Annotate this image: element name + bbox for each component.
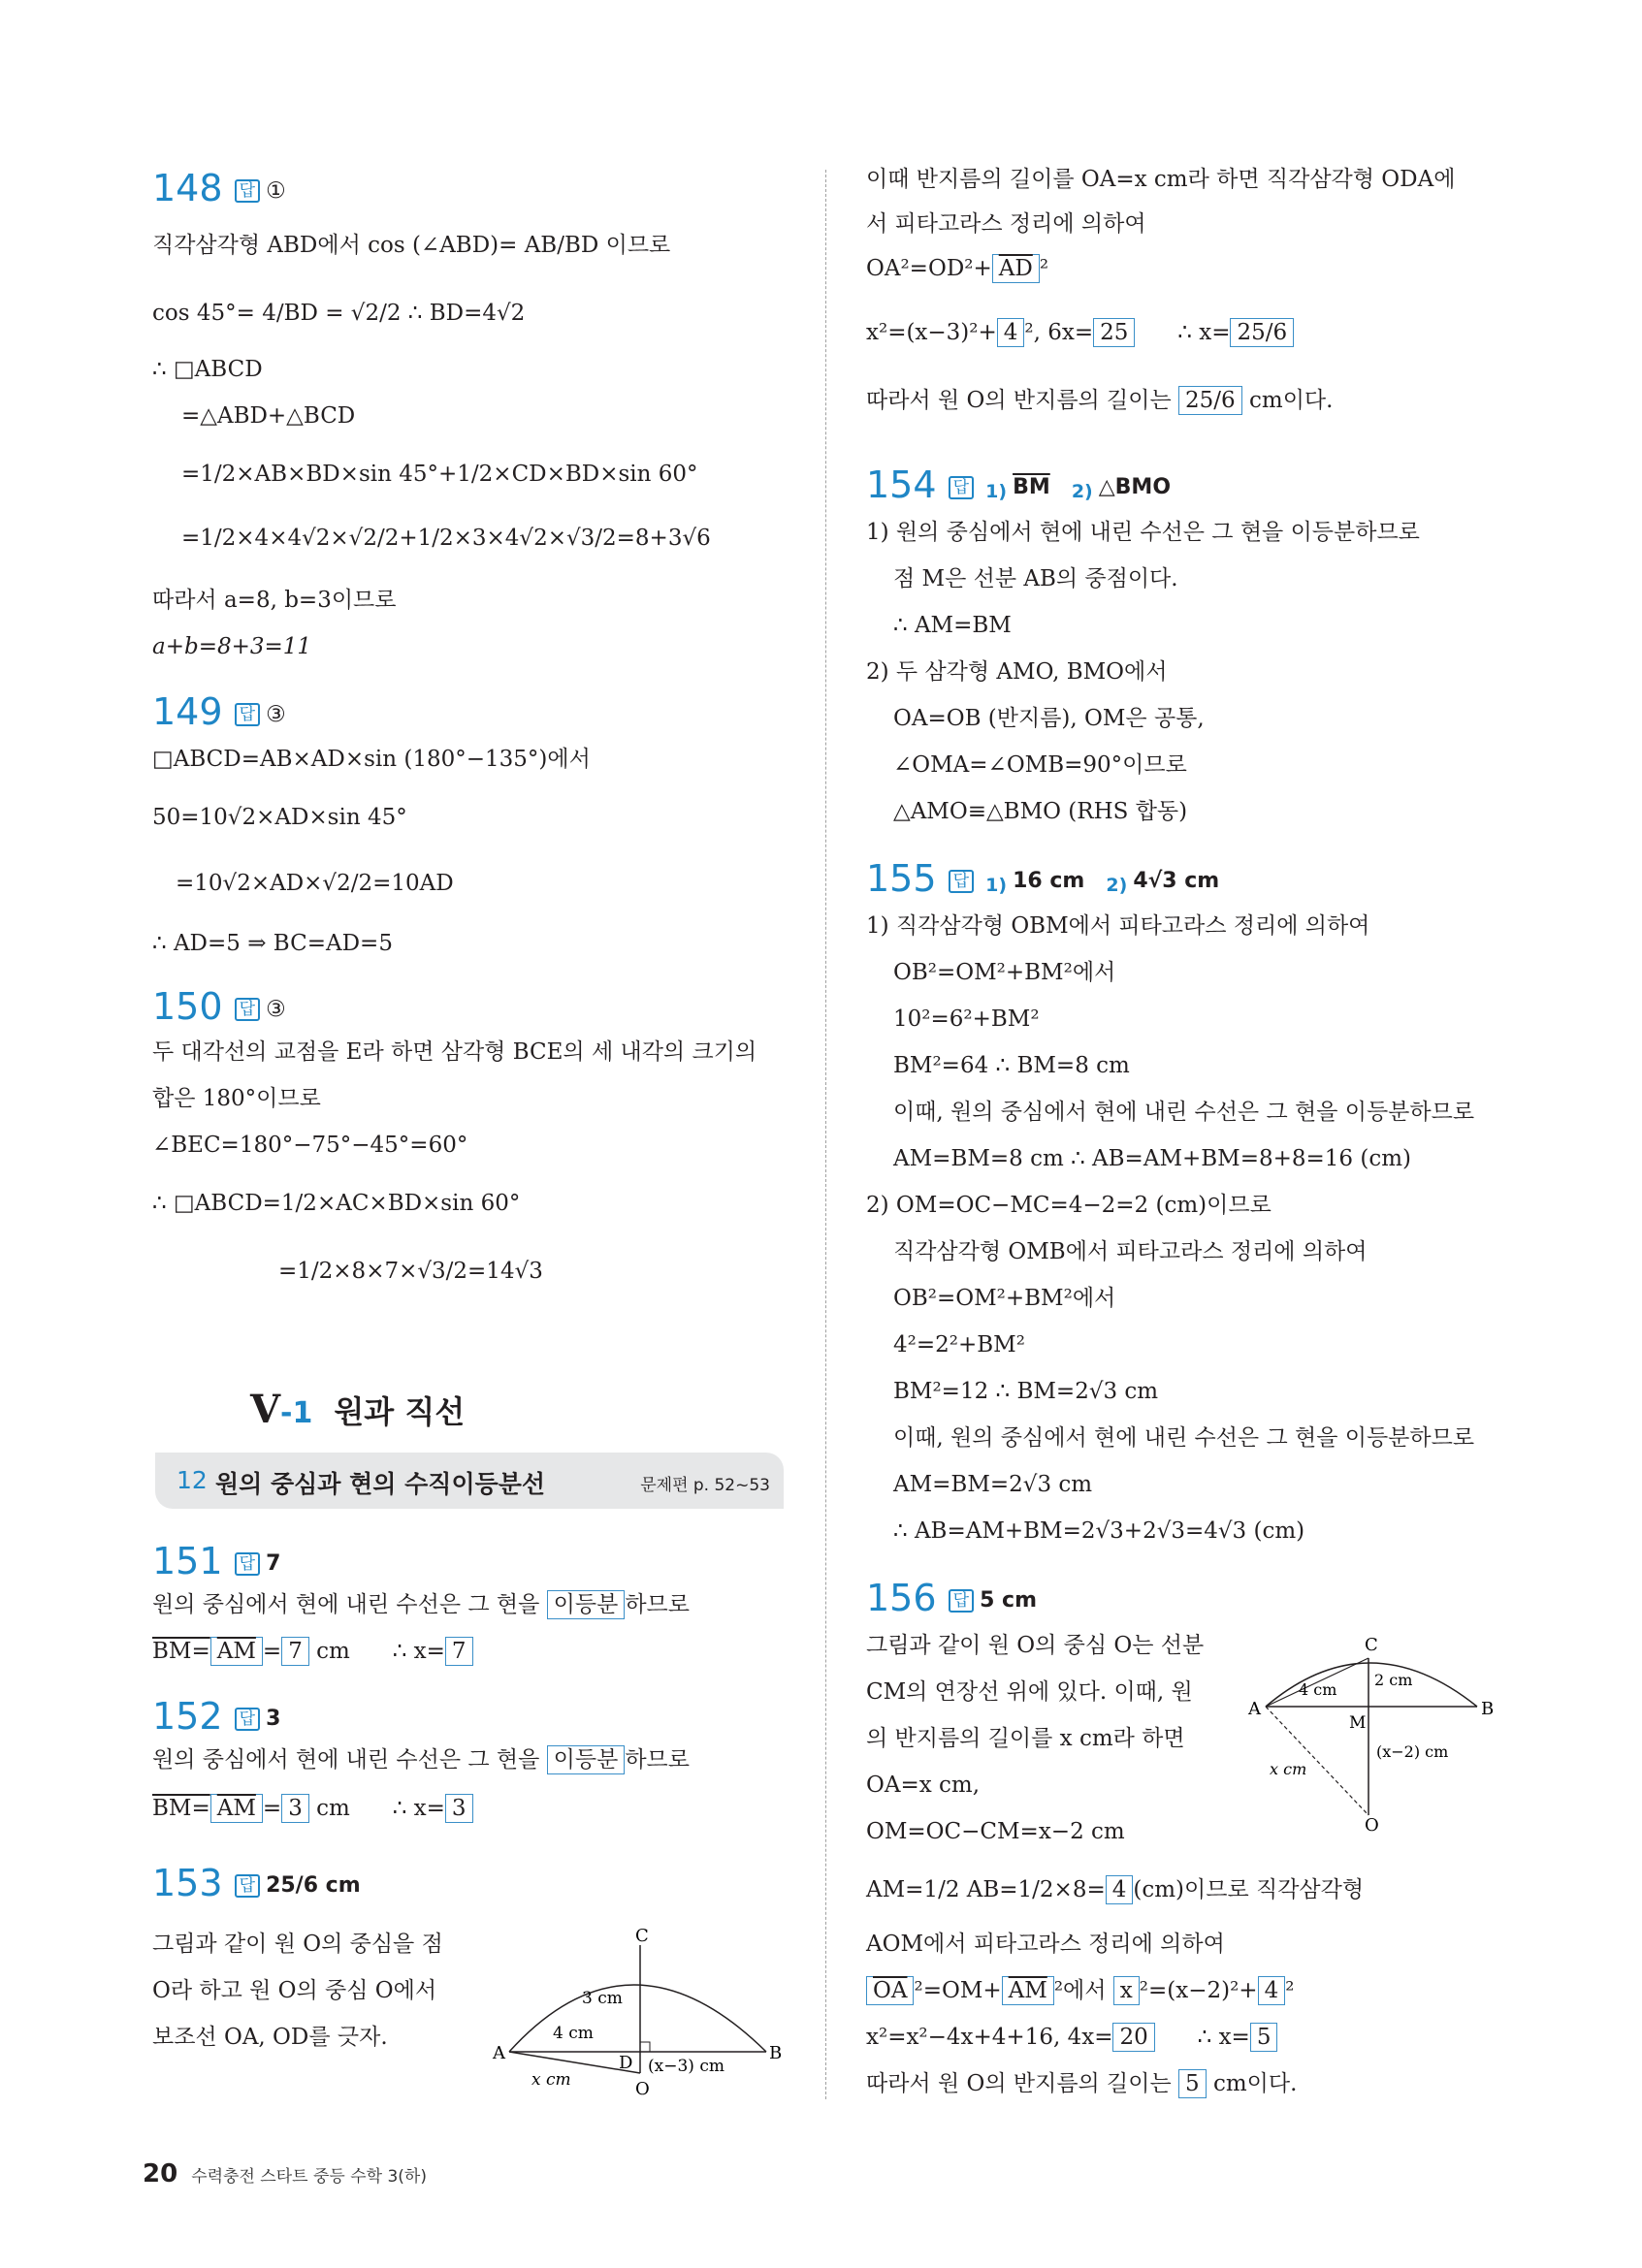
text-line: 1) 원의 중심에서 현에 내린 수선은 그 현을 이등분하므로	[866, 520, 1420, 545]
blank-box: x	[1113, 1976, 1140, 2005]
answer-badge: 답	[235, 703, 260, 726]
text: ², 6x=	[1024, 320, 1094, 345]
answer: 3	[266, 1706, 281, 1731]
blank-box: $\overline{AM}$	[210, 1637, 263, 1666]
blank-box: 25	[1093, 318, 1135, 347]
problem-number: 148	[152, 167, 223, 209]
math-line: ∴ AD=5 ⇒ BC=AD=5	[152, 931, 393, 956]
math-line: ∴ □ABCD	[152, 357, 263, 382]
text: 따라서 원 O의 반지름의 길이는	[866, 2071, 1172, 2096]
answer: ①	[266, 177, 286, 204]
math-line: BM²=64 ∴ BM=8 cm	[893, 1053, 1130, 1078]
math-line: BM²=12 ∴ BM=2√3 cm	[893, 1379, 1159, 1404]
label-x-3cm: (x−3) cm	[648, 2057, 724, 2076]
label-c: C	[1365, 1635, 1378, 1655]
chapter-number: -1	[280, 1396, 313, 1430]
label-xcm: x cm	[531, 2070, 571, 2090]
math-line: OB²=OM²+BM²에서	[893, 960, 1116, 985]
math-line	[866, 2023, 1277, 2052]
text: ²	[1039, 256, 1049, 281]
text: 하므로	[625, 1592, 690, 1617]
sub-label: 2)	[1071, 481, 1093, 502]
text-line: 점 M은 선분 AB의 중점이다.	[893, 566, 1178, 591]
math-line: ∴ □ABCD=1/2×AC×BD×sin 60°	[152, 1191, 521, 1216]
problem-151-header	[152, 1542, 280, 1583]
text-line: O라 하고 원 O의 중심 O에서	[152, 1978, 437, 2003]
text-line	[152, 1590, 690, 1619]
text-line: △AMO≡△BMO (RHS 합동)	[893, 799, 1188, 824]
text-line: 그림과 같이 원 O의 중심 O는 선분	[866, 1633, 1205, 1658]
text-line: 서 피타고라스 정리에 의하여	[866, 211, 1146, 237]
answer: △BMO	[1098, 474, 1172, 499]
text: BM=	[152, 1796, 210, 1821]
math-line: 50=10√2×AD×sin 45°	[152, 805, 407, 830]
answer: 4√3 cm	[1133, 868, 1220, 893]
blank-box: 20	[1112, 2023, 1154, 2052]
math-line	[866, 318, 1294, 347]
math-line: OB²=OM²+BM²에서	[893, 1286, 1116, 1311]
text: 원의 중심에서 현에 내린 수선은 그 현을	[152, 1747, 540, 1773]
text-line: 따라서 a=8, b=3이므로	[152, 588, 397, 613]
problem-number: 153	[152, 1862, 223, 1904]
text: ²에서	[1053, 1978, 1107, 2003]
label-c: C	[635, 1928, 649, 1946]
math-line	[866, 1875, 1364, 1904]
text: x²=(x−3)²+	[866, 320, 997, 345]
text-line: 이때, 원의 중심에서 현에 내린 수선은 그 현을 이등분하므로	[893, 1425, 1475, 1451]
figure-153	[485, 1928, 795, 2102]
text: OA²=OD²+	[866, 256, 992, 281]
text: 따라서 원 O의 반지름의 길이는	[866, 388, 1172, 413]
text: BM=	[152, 1639, 210, 1664]
text-line: 두 대각선의 교점을 E라 하면 삼각형 BCE의 세 내각의 크기의	[152, 1039, 757, 1065]
text-line: 보조선 OA, OD를 긋자.	[152, 2025, 388, 2050]
problem-number: 155	[866, 857, 937, 900]
problem-156-header	[866, 1579, 1037, 1620]
math-line: AM=BM=2√3 cm	[893, 1472, 1093, 1497]
text: ∴ x=	[392, 1639, 445, 1664]
math-line: a+b=8+3=11	[152, 634, 312, 659]
answer: 5 cm	[980, 1587, 1037, 1613]
math-line: OA=x cm,	[866, 1773, 981, 1798]
problem-148-header	[152, 169, 286, 210]
problem-152-header	[152, 1697, 280, 1739]
blank-box: 5	[1250, 2023, 1278, 2052]
right-angle-mark	[640, 2042, 650, 2052]
answer-badge: 답	[235, 1552, 260, 1576]
text-line	[152, 1745, 690, 1774]
page-number: 20	[143, 2159, 178, 2188]
book-title: 수력충전 스타트 중등 수학 3(하)	[191, 2167, 427, 2187]
text: ²=(x−2)²+	[1139, 1978, 1258, 2003]
text: cm	[316, 1796, 350, 1821]
text: x²=x²−4x+4+16, 4x=	[866, 2025, 1113, 2050]
math-line: 10²=6²+BM²	[893, 1006, 1040, 1032]
text: ∴ x=	[392, 1796, 445, 1821]
text: ∴ x=	[1177, 320, 1231, 345]
problem-number: 149	[152, 690, 223, 733]
text-line: ∠OMA=∠OMB=90°이므로	[893, 752, 1187, 778]
text: cm	[316, 1639, 350, 1664]
text-line: OA=OB (반지름), OM은 공통,	[893, 706, 1205, 731]
answer-badge: 답	[949, 1589, 974, 1613]
text-line: 1) 직각삼각형 OBM에서 피타고라스 정리에 의하여	[866, 913, 1370, 939]
topic-number: 12	[177, 1466, 208, 1494]
label-b: B	[1481, 1699, 1495, 1719]
blank-box: $\overline{OA}$	[866, 1976, 914, 2005]
math-line	[866, 1976, 1294, 2005]
label-a: A	[493, 2043, 505, 2063]
blank-box: 5	[1178, 2069, 1207, 2098]
blank-box: 3	[281, 1794, 309, 1823]
blank-box: 4	[1258, 1976, 1286, 2005]
math-line: ∴ AB=AM+BM=2√3+2√3=4√3 (cm)	[893, 1518, 1305, 1544]
text: cm이다.	[1249, 388, 1334, 413]
column-divider	[825, 170, 826, 2099]
math-line: 2) OM=OC−MC=4−2=2 (cm)이므로	[866, 1193, 1272, 1218]
math-line	[152, 1637, 473, 1666]
math-line: =1/2×AB×BD×sin 45°+1/2×CD×BD×sin 60°	[181, 462, 698, 487]
blank-box: 4	[1106, 1875, 1134, 1904]
sub-label: 1)	[985, 481, 1008, 502]
math-line: OM=OC−CM=x−2 cm	[866, 1819, 1125, 1844]
text-line: AOM에서 피타고라스 정리에 의하여	[866, 1932, 1225, 1957]
math-line: =1/2×4×4√2×√2/2+1/2×3×4√2×√3/2=8+3√6	[181, 526, 711, 551]
text-line: 그림과 같이 원 O의 중심을 점	[152, 1932, 443, 1957]
text-line: 의 반지름의 길이를 x cm라 하면	[866, 1726, 1185, 1751]
label-o: O	[1365, 1815, 1379, 1833]
problem-154-header	[866, 465, 1171, 511]
answer-badge: 답	[235, 1874, 260, 1898]
text-line: 이때, 원의 중심에서 현에 내린 수선은 그 현을 이등분하므로	[893, 1100, 1475, 1125]
topic-bar	[155, 1453, 784, 1509]
blank-box: 25/6	[1230, 318, 1294, 347]
text-line: 직각삼각형 ABD에서 cos (∠ABD)= AB/BD 이므로	[152, 233, 671, 258]
math-line: =1/2×8×7×√3/2=14√3	[278, 1259, 543, 1284]
blank-box: $\overline{AM}$	[1002, 1976, 1054, 2005]
figure-156	[1244, 1629, 1497, 1833]
math-line: □ABCD=AB×AD×sin (180°−135°)에서	[152, 747, 591, 772]
blank-box: $\overline{AD}$	[992, 254, 1040, 283]
text: AM=1/2 AB=1/2×8=	[866, 1877, 1106, 1902]
text-line: 직각삼각형 OMB에서 피타고라스 정리에 의하여	[893, 1239, 1368, 1264]
label-o: O	[635, 2079, 650, 2099]
blank-box: $\overline{AM}$	[210, 1794, 263, 1823]
text-line: 이때 반지름의 길이를 OA=x cm라 하면 직각삼각형 ODA에	[866, 167, 1456, 192]
answer: ③	[266, 996, 286, 1022]
math-line: AM=BM=8 cm ∴ AB=AM+BM=8+8=16 (cm)	[893, 1146, 1412, 1171]
topic-page-ref: 문제편 p. 52~53	[640, 1476, 770, 1495]
math-line: ∠BEC=180°−75°−45°=60°	[152, 1133, 468, 1158]
text-line	[866, 2069, 1297, 2098]
label-a: A	[1248, 1699, 1261, 1719]
text: 원의 중심에서 현에 내린 수선은 그 현을	[152, 1592, 540, 1617]
label-3cm: 3 cm	[582, 1989, 623, 2008]
text: ²=OM+	[914, 1978, 1002, 2003]
text: ²	[1285, 1978, 1295, 2003]
blank-box: 3	[445, 1794, 473, 1823]
label-2cm: 2 cm	[1374, 1671, 1413, 1689]
chapter-roman: V	[250, 1387, 281, 1432]
label-b: B	[769, 2043, 783, 2063]
label-d: D	[619, 2053, 633, 2073]
problem-150-header	[152, 987, 286, 1029]
blank-box: 7	[445, 1637, 473, 1666]
math-line	[152, 1794, 473, 1823]
blank-box: 이등분	[547, 1590, 626, 1619]
answer-badge: 답	[949, 476, 974, 499]
problem-149-header	[152, 692, 286, 734]
arc	[1266, 1663, 1477, 1707]
answer-badge: 답	[235, 998, 260, 1021]
text: cm이다.	[1212, 2071, 1298, 2096]
topic-title: 원의 중심과 현의 수직이등분선	[215, 1470, 546, 1498]
text: 하므로	[625, 1747, 690, 1773]
text-line	[866, 386, 1333, 415]
label-x-2cm: (x−2) cm	[1376, 1742, 1449, 1761]
text: =	[262, 1639, 282, 1664]
problem-number: 150	[152, 985, 223, 1028]
arc	[509, 1985, 766, 2052]
blank-box: 7	[281, 1637, 309, 1666]
text-line: 합은 180°이므로	[152, 1086, 321, 1111]
problem-153-header	[152, 1864, 361, 1905]
label-xcm: x cm	[1270, 1760, 1307, 1778]
text-line: CM의 연장선 위에 있다. 이때, 원	[866, 1679, 1193, 1705]
answer: ③	[266, 701, 286, 727]
math-line: =△ABD+△BCD	[181, 403, 356, 429]
chapter-heading	[250, 1387, 465, 1432]
text: =	[262, 1796, 282, 1821]
chapter-title: 원과 직선	[334, 1393, 466, 1430]
problem-number: 154	[866, 463, 937, 506]
math-line: ∴ AM=BM	[893, 613, 1012, 638]
blank-box: 4	[997, 318, 1025, 347]
answer: 25/6 cm	[266, 1872, 361, 1898]
answer-badge: 답	[235, 1708, 260, 1731]
math-line: cos 45°= 4/BD = √2/2 ∴ BD=4√2	[152, 301, 526, 326]
text: (cm)이므로 직각삼각형	[1133, 1877, 1365, 1902]
text: ∴ x=	[1197, 2025, 1250, 2050]
text-line: 2) 두 삼각형 AMO, BMO에서	[866, 659, 1168, 685]
answer: 7	[266, 1550, 281, 1576]
answer: 16 cm	[1013, 868, 1085, 893]
blank-box: 25/6	[1178, 386, 1242, 415]
math-line: 4²=2²+BM²	[893, 1332, 1025, 1358]
problem-155-header	[866, 859, 1219, 905]
math-line: =10√2×AD×√2/2=10AD	[176, 871, 454, 896]
problem-number: 152	[152, 1695, 223, 1738]
label-4cm: 4 cm	[553, 2024, 594, 2043]
sub-label: 1)	[985, 875, 1008, 896]
answer: $\overline{BM}$	[1013, 474, 1050, 499]
sub-label: 2)	[1106, 875, 1128, 896]
problem-number: 156	[866, 1577, 937, 1619]
page-footer	[143, 2159, 427, 2188]
answer-badge: 답	[235, 179, 260, 203]
math-line	[866, 254, 1048, 283]
label-m: M	[1349, 1713, 1367, 1733]
blank-box: 이등분	[547, 1745, 626, 1774]
problem-number: 151	[152, 1540, 223, 1582]
label-4cm: 4 cm	[1299, 1680, 1337, 1699]
answer-badge: 답	[949, 870, 974, 893]
